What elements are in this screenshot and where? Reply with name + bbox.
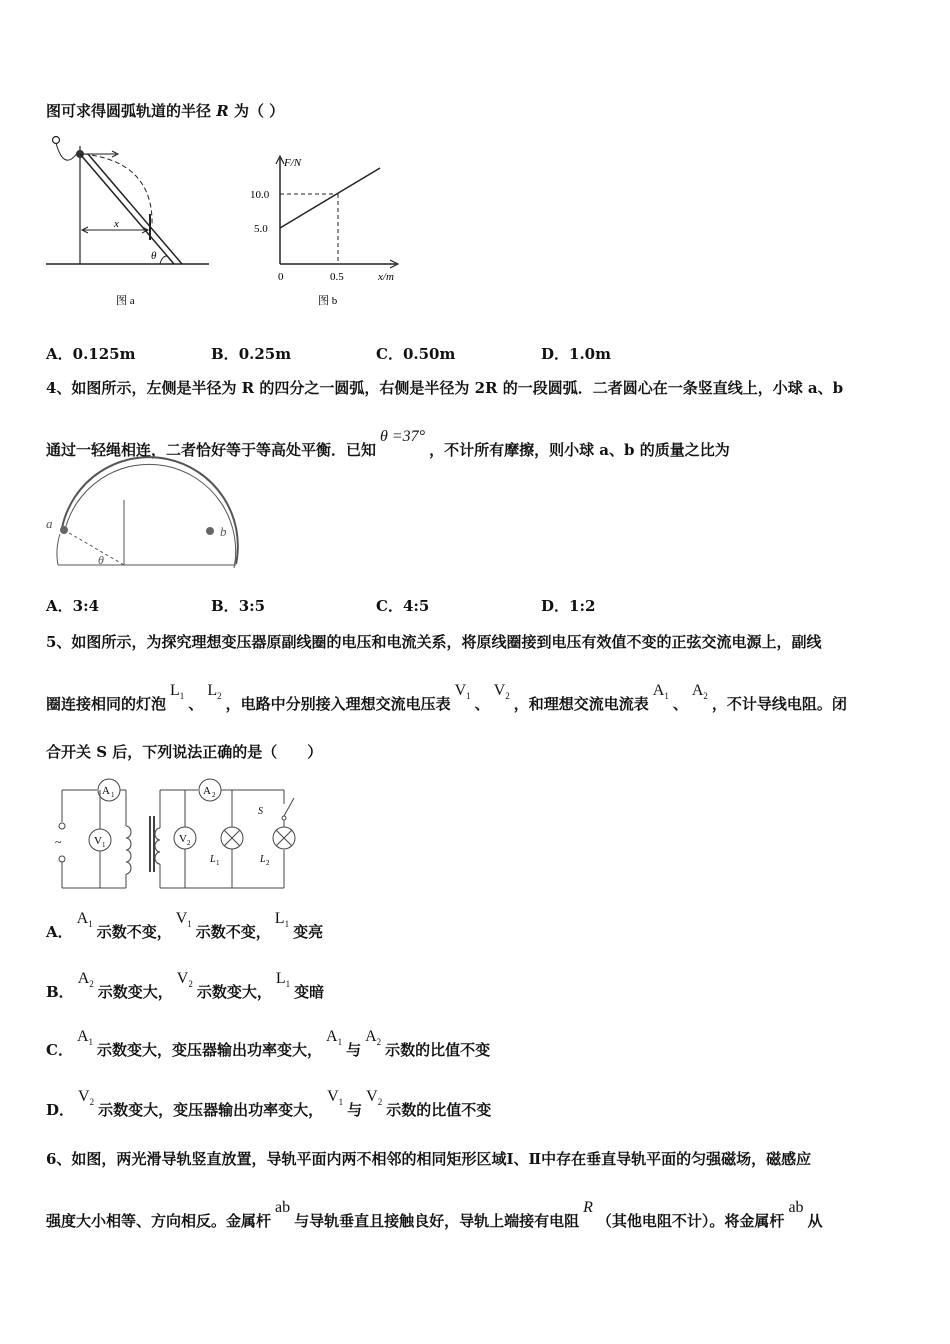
opt-text: 示数不变， (96, 923, 172, 941)
q6-line2 (46, 1199, 823, 1232)
q5-sym-v2 (493, 682, 510, 702)
opt-letter: B． (211, 345, 239, 363)
sym-letter: L (170, 682, 180, 699)
q4-line2-b: ，不计所有摩擦，则小球 a、b 的质量之比为 (429, 441, 730, 459)
fig-b-x-axis: x/m (378, 271, 394, 283)
q3-option-c[interactable] (376, 344, 455, 364)
sym-sub: 1 (285, 979, 291, 990)
sep: 、 (672, 695, 688, 713)
sym-a1 (76, 910, 93, 930)
opt-text: 0.50m (402, 345, 456, 363)
fig-b-y-axis: F/N (284, 157, 302, 169)
sym-letter: V (366, 1088, 378, 1105)
q5-sym-l2 (207, 682, 222, 702)
sym-v2 (366, 1088, 383, 1108)
q6-line2-d: 从 (807, 1212, 823, 1230)
sym-sub: 1 (664, 691, 669, 702)
q5-line2-d: ，不计导线电阻。闭 (711, 695, 847, 713)
sym-letter: A (326, 1028, 338, 1045)
circuit-v1-sub: 1 (102, 841, 106, 849)
sym-letter: V (493, 682, 506, 699)
q5-line1: 5、如图所示，为探究理想变压器原副线圈的电压和电流关系，将原线圈接到电压有效值不变的正弦交流电源上，副线 (46, 633, 822, 651)
sym-letter: A (691, 682, 704, 699)
q4-option-c[interactable] (376, 596, 429, 616)
q6-line1: 6、如图，两光滑导轨竖直放置，导轨平面内两不相邻的相同矩形区域Ⅰ、Ⅱ中存在垂直导轨平面的匀强磁场，磁感应 (46, 1150, 812, 1168)
opt-letter: A． (46, 345, 73, 363)
opt-letter: D． (46, 1101, 75, 1119)
opt-letter: A． (46, 597, 73, 615)
fig-a-caption: 图 a (116, 295, 135, 307)
fig-b-xtick-0: 0 (278, 271, 284, 283)
circuit-a1-sub: 1 (111, 791, 115, 799)
q4-option-a[interactable] (46, 596, 99, 616)
opt-text: 示数的比值不变 (386, 1101, 492, 1119)
sym-sub: 2 (703, 691, 708, 702)
circuit-l1-label: L (210, 854, 216, 865)
sym-sub: 1 (284, 919, 290, 930)
q4-fig-label-a: a (46, 516, 53, 531)
sym-l1 (274, 910, 290, 930)
sym-letter: L (275, 970, 286, 987)
circuit-l2-label: L (260, 854, 266, 865)
circuit-a2-sub: 2 (212, 791, 216, 799)
opt-text: 示数变大， (196, 983, 272, 1001)
opt-letter: C． (376, 597, 403, 615)
opt-text: 1.0m (569, 345, 611, 363)
q5-option-a[interactable] (46, 910, 324, 948)
fig-a-x-label: x (114, 218, 119, 230)
q5-sym-l1 (170, 682, 185, 702)
fig-b-xtick-05: 0.5 (330, 271, 344, 283)
q4-theta-eq: θ =37° (380, 428, 426, 445)
opt-text: 示数不变， (195, 923, 271, 941)
opt-letter: D． (541, 597, 570, 615)
sym-a1 (76, 1028, 94, 1048)
q5-line2-c: ，和理想交流电流表 (513, 695, 649, 713)
sep: 、 (188, 695, 204, 713)
sym-a2 (365, 1028, 382, 1048)
opt-text: 3:5 (238, 597, 266, 615)
q4-option-d[interactable] (541, 596, 595, 616)
sym-sub: 1 (179, 691, 185, 702)
circuit-a1-label: A (102, 785, 110, 797)
sym-sub: 2 (89, 979, 94, 990)
fig-b-ytick-10: 10.0 (250, 189, 270, 201)
q5-line2-b: ，电路中分别接入理想交流电压表 (225, 695, 451, 713)
q3-stem-text: 图可求得圆弧轨道的半径 (46, 102, 212, 120)
sym-letter: L (207, 682, 218, 699)
opt-text: 与 (346, 1041, 362, 1059)
fig-b-ytick-5: 5.0 (254, 223, 268, 235)
q5-line2 (46, 682, 847, 720)
q4-fig-label-b: b (220, 524, 227, 539)
q4-fig-theta: θ (98, 553, 104, 567)
opt-text: 4:5 (402, 597, 430, 615)
sym-letter: L (274, 910, 285, 927)
sym-l1 (275, 970, 291, 990)
fig-b-caption: 图 b (318, 295, 338, 307)
sym-sub: 1 (88, 1037, 94, 1048)
sym-letter: A (652, 682, 665, 699)
q6-ab: ab (275, 1199, 291, 1216)
sym-sub: 2 (89, 1097, 95, 1108)
fig-a-theta: θ (151, 250, 157, 262)
circuit-switch-label: S (258, 806, 263, 817)
q3-figure-b (246, 152, 406, 312)
ac-source-icon: ~ (55, 835, 62, 849)
sym-letter: V (176, 970, 189, 987)
q5-circuit (54, 776, 304, 892)
sep: 、 (474, 695, 490, 713)
q6-ab-2: ab (788, 1199, 804, 1216)
sym-sub: 1 (337, 1037, 343, 1048)
sym-sub: 1 (338, 1097, 344, 1108)
sym-sub: 1 (466, 691, 471, 702)
sym-letter: A (76, 1028, 89, 1045)
opt-text: 变暗 (294, 983, 325, 1001)
opt-text: 变亮 (293, 923, 324, 941)
sym-letter: A (77, 970, 90, 987)
sym-letter: V (327, 1088, 339, 1105)
q6-line2-c: （其他电阻不计）。将金属杆 (596, 1212, 785, 1230)
opt-text: 0.25m (238, 345, 292, 363)
opt-letter: B． (46, 983, 74, 1001)
opt-text: 示数变大， (97, 983, 173, 1001)
circuit-a2-label: A (203, 785, 211, 797)
sym-sub: 2 (505, 691, 510, 702)
circuit-v2-sub: 2 (187, 839, 191, 847)
opt-text: 0.125m (72, 345, 136, 363)
q3-figure-a (44, 132, 214, 312)
q3-option-b[interactable] (211, 344, 291, 364)
q5-sym-a1 (652, 682, 669, 702)
q3-option-d[interactable] (541, 344, 611, 364)
sym-sub: 2 (376, 1037, 382, 1048)
opt-text: 示数的比值不变 (385, 1041, 491, 1059)
opt-letter: C． (376, 345, 403, 363)
q3-var-r: R (216, 102, 229, 120)
q5-line2-a: 圈连接相同的灯泡 (46, 695, 167, 713)
sym-sub: 2 (188, 979, 193, 990)
opt-letter: C． (46, 1041, 73, 1059)
q6-line2-b: 与导轨垂直且接触良好，导轨上端接有电阻 (294, 1212, 580, 1230)
q3-option-a[interactable] (46, 344, 135, 364)
q4-line2-a: 通过一轻绳相连，二者恰好等于等高处平衡．已知 (46, 441, 377, 459)
sym-v2 (176, 970, 193, 990)
sym-letter: V (454, 682, 467, 699)
q4-figure (44, 476, 244, 571)
sym-letter: A (76, 910, 89, 927)
sym-sub: 2 (377, 1097, 383, 1108)
q6-r: R (583, 1199, 593, 1216)
sym-letter: V (175, 910, 188, 927)
q5-option-d[interactable] (46, 1088, 492, 1126)
q5-option-c[interactable] (46, 1028, 491, 1066)
opt-letter: B． (211, 597, 239, 615)
sym-sub: 1 (187, 919, 192, 930)
q3-stem-text2: 为（ ） (233, 102, 285, 120)
opt-text: 1:2 (569, 597, 596, 615)
circuit-v2-label: V (179, 833, 187, 845)
opt-text: 示数变大，变压器输出功率变大， (97, 1041, 323, 1059)
circuit-l1-sub: 1 (216, 859, 220, 867)
sym-v2 (78, 1088, 95, 1108)
opt-letter: A． (46, 923, 73, 941)
opt-letter: D． (541, 345, 570, 363)
q4-line1: 4、如图所示，左侧是半径为 R 的四分之一圆弧，右侧是半径为 2R 的一段圆弧．二者圆心在一条竖直线上，小球 a、b (46, 379, 844, 397)
sym-a2 (77, 970, 94, 990)
sym-letter: A (365, 1028, 377, 1045)
q6-line2-a: 强度大小相等、方向相反。金属杆 (46, 1212, 272, 1230)
q5-sym-v1 (454, 682, 471, 702)
sym-v1 (175, 910, 192, 930)
q5-line3: 合开关 S 后，下列说法正确的是（ ） (46, 743, 323, 761)
sym-a1 (326, 1028, 343, 1048)
opt-text: 示数变大，变压器输出功率变大， (98, 1101, 324, 1119)
opt-text: 与 (347, 1101, 363, 1119)
q4-option-b[interactable] (211, 596, 265, 616)
sym-v1 (327, 1088, 344, 1108)
q5-option-b[interactable] (46, 970, 325, 1008)
circuit-l2-sub: 2 (266, 859, 270, 867)
sym-sub: 1 (88, 919, 93, 930)
q5-sym-a2 (691, 682, 708, 702)
opt-text: 3:4 (72, 597, 100, 615)
q3-stem (46, 101, 284, 121)
sym-sub: 2 (217, 691, 222, 702)
sym-letter: V (78, 1088, 90, 1105)
circuit-v1-label: V (94, 835, 102, 847)
